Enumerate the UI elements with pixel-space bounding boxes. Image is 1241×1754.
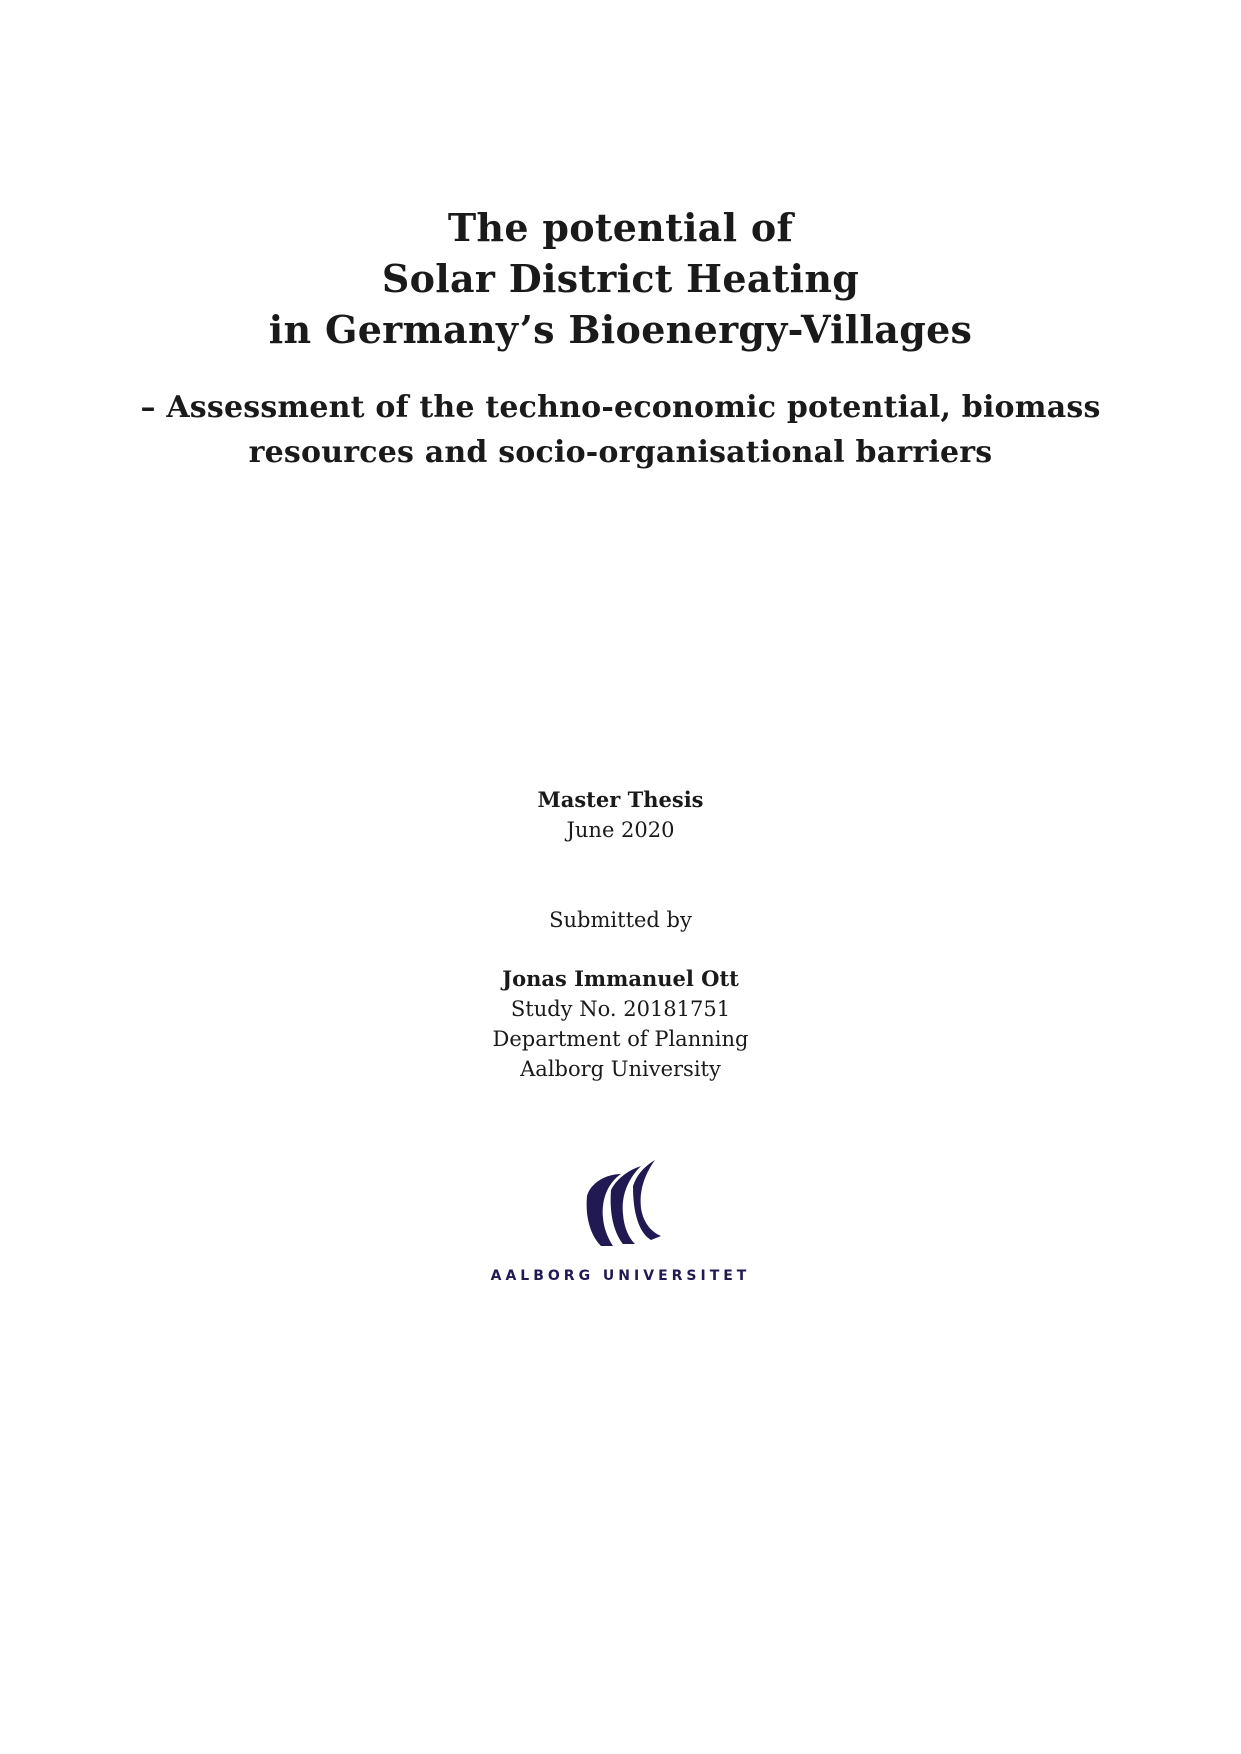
title-line-2: Solar District Heating xyxy=(381,256,860,301)
submitted-by-text: Submitted by xyxy=(549,908,692,932)
subtitle-line-2: resources and socio-organisational barriers xyxy=(248,435,993,470)
study-number: Study No. 20181751 xyxy=(510,997,731,1021)
thesis-info xyxy=(0,785,1241,845)
department: Department of Planning xyxy=(492,1027,749,1051)
author-name: Jonas Immanuel Ott xyxy=(502,966,739,991)
thesis-subtitle xyxy=(0,385,1241,475)
author-block xyxy=(0,964,1241,1084)
thesis-date: June 2020 xyxy=(566,818,675,842)
thesis-type: Master Thesis xyxy=(537,787,704,812)
submitted-by-label xyxy=(0,905,1241,935)
thesis-title xyxy=(0,202,1241,355)
title-line-1: The potential of xyxy=(447,205,794,250)
university-logo xyxy=(0,1160,1241,1284)
university: Aalborg University xyxy=(520,1057,721,1081)
subtitle-line-1: – Assessment of the techno-economic potential, biomass xyxy=(140,390,1101,425)
aalborg-university-logo-icon xyxy=(581,1160,661,1246)
title-line-3: in Germany’s Bioenergy-Villages xyxy=(268,307,973,352)
logo-wordmark: AALBORG UNIVERSITET xyxy=(490,1268,751,1284)
